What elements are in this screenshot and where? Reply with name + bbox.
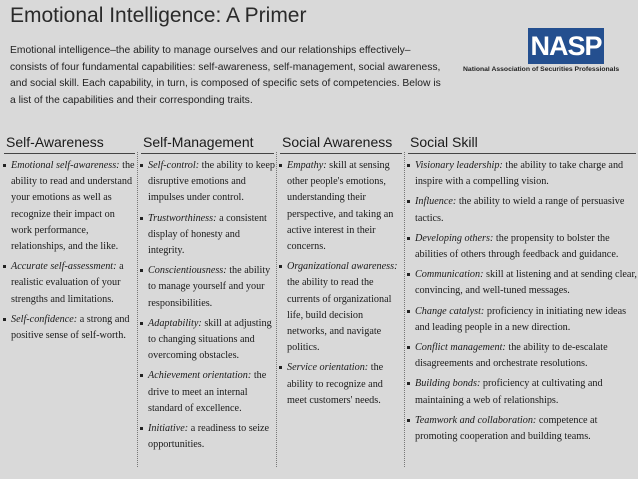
- bullet-icon: [3, 265, 6, 268]
- trait-item: [276, 259, 404, 356]
- bullet-icon: [407, 310, 410, 313]
- bullet-icon: [407, 273, 410, 276]
- trait-item: [404, 194, 638, 226]
- column-heading: Self-Awareness: [6, 134, 104, 150]
- bullet-icon: [140, 217, 143, 220]
- bullet-icon: [140, 269, 143, 272]
- column-heading: Social Awareness: [282, 134, 393, 150]
- trait-description: the propensity to bolster the abilities of others through feedback and guidance.: [415, 232, 619, 261]
- trait-description: a strong and positive sense of self-worth.: [11, 313, 130, 342]
- trait-term: Teamwork and collaboration:: [415, 414, 537, 426]
- heading-rule: [280, 153, 402, 154]
- trait-term: Building bonds:: [415, 378, 481, 390]
- trait-item: [137, 421, 276, 453]
- bullet-icon: [3, 164, 6, 167]
- trait-term: Initiative:: [148, 423, 189, 435]
- trait-description: skill at adjusting to changing situations and overcoming obstacles.: [148, 317, 272, 362]
- trait-term: Self-control:: [148, 160, 200, 171]
- trait-item: [404, 376, 638, 408]
- trait-term: Conscientiousness:: [148, 265, 227, 277]
- bullet-icon: [407, 164, 410, 167]
- trait-term: Empathy:: [287, 160, 327, 171]
- bullet-icon: [3, 318, 6, 321]
- bullet-icon: [279, 265, 282, 268]
- trait-term: Adaptability:: [148, 317, 202, 329]
- nasp-logo: NASP: [528, 28, 604, 64]
- trait-description: the ability to read and understand your emotions as well as recognize their impact on work performance, relationships, and the like.: [11, 160, 135, 253]
- heading-rule: [408, 153, 636, 154]
- trait-item: [404, 231, 638, 263]
- trait-list: [276, 158, 404, 409]
- trait-item: [0, 312, 137, 344]
- bullet-icon: [140, 374, 143, 377]
- trait-term: Change catalyst:: [415, 305, 485, 317]
- trait-list: [404, 158, 638, 445]
- trait-item: [137, 158, 276, 207]
- trait-term: Visionary leadership:: [415, 160, 503, 171]
- trait-term: Developing others:: [415, 232, 494, 244]
- intro-paragraph: Emotional intelligence–the ability to manage ourselves and our relationships effectively–consists of four fundamental capabilities: self-awareness, self-management, social awareness, and social skill. Each capability, in turn, is composed of specific sets of competencies. Below is a list of the capabilities and their corresponding traits.: [10, 45, 441, 106]
- trait-description: proficiency in initiating new ideas and leading people in a new direction.: [415, 305, 627, 333]
- trait-term: Service orientation:: [287, 362, 369, 374]
- trait-term: Achievement orientation:: [148, 370, 252, 382]
- trait-item: [137, 211, 276, 260]
- page-title: Emotional Intelligence: A Primer: [10, 4, 307, 27]
- heading-rule: [4, 153, 135, 154]
- bullet-icon: [407, 200, 410, 203]
- trait-item: [404, 158, 638, 190]
- heading-rule: [141, 153, 274, 154]
- trait-description: the ability to de-escalate disagreements and orchestrate resolutions.: [415, 342, 608, 370]
- column-social-skill: [404, 133, 638, 443]
- trait-term: Emotional self-awareness:: [11, 160, 120, 171]
- trait-description: the ability to keep disruptive emotions and impulses under control.: [148, 160, 275, 204]
- bullet-icon: [279, 164, 282, 167]
- trait-description: a consistent display of honesty and integrity.: [148, 212, 267, 257]
- trait-term: Conflict management:: [415, 342, 506, 354]
- trait-description: the ability to manage yourself and your responsibilities.: [148, 265, 271, 309]
- trait-item: [276, 360, 404, 409]
- trait-item: [137, 368, 276, 417]
- trait-description: skill at listening and at sending clear, convincing, and well-tuned messages.: [415, 269, 637, 297]
- trait-description: proficiency at cultivating and maintaining a web of relationships.: [415, 378, 603, 406]
- trait-item: [276, 158, 404, 255]
- bullet-icon: [407, 382, 410, 385]
- bullet-icon: [140, 322, 143, 325]
- trait-term: Accurate self-assessment:: [11, 261, 117, 273]
- trait-item: [404, 340, 638, 372]
- bullet-icon: [407, 419, 410, 422]
- bullet-icon: [279, 366, 282, 369]
- trait-description: the drive to meet an internal standard of excellence.: [148, 370, 267, 414]
- bullet-icon: [140, 427, 143, 430]
- trait-description: a readiness to seize opportunities.: [148, 423, 270, 451]
- trait-description: the ability to wield a range of persuasive tactics.: [415, 196, 625, 224]
- bullet-icon: [407, 346, 410, 349]
- trait-list: [137, 158, 276, 453]
- trait-item: [0, 158, 137, 255]
- trait-term: Trustworthiness:: [148, 212, 217, 224]
- logo-subtitle: National Association of Securities Professionals: [463, 66, 620, 73]
- column-self-management: [137, 133, 276, 451]
- trait-description: the ability to read the currents of organizational life, build decision networks, and navigate politics.: [287, 277, 392, 354]
- trait-description: the ability to take charge and inspire with a compelling vision.: [415, 160, 624, 188]
- column-self-awareness: [0, 133, 137, 342]
- trait-description: skill at sensing other people's emotions, understanding their perspective, and taking an active interest in their concerns.: [287, 160, 394, 253]
- column-heading: Social Skill: [410, 134, 478, 150]
- trait-term: Communication:: [415, 269, 484, 281]
- trait-description: competence at promoting cooperation and building teams.: [415, 414, 598, 443]
- bullet-icon: [140, 164, 143, 167]
- trait-item: [0, 259, 137, 308]
- column-social-awareness: [276, 133, 404, 406]
- trait-item: [404, 413, 638, 445]
- trait-term: Organizational awareness:: [287, 261, 398, 273]
- trait-list: [0, 158, 137, 344]
- trait-item: [137, 316, 276, 365]
- trait-term: Self-confidence:: [11, 313, 78, 325]
- trait-item: [137, 263, 276, 312]
- trait-description: the ability to recognize and meet customers' needs.: [287, 362, 384, 406]
- column-heading: Self-Management: [143, 134, 254, 150]
- trait-item: [404, 267, 638, 299]
- bullet-icon: [407, 237, 410, 240]
- trait-description: a realistic evaluation of your strengths and limitations.: [11, 261, 124, 305]
- trait-term: Influence:: [415, 196, 457, 208]
- trait-item: [404, 304, 638, 336]
